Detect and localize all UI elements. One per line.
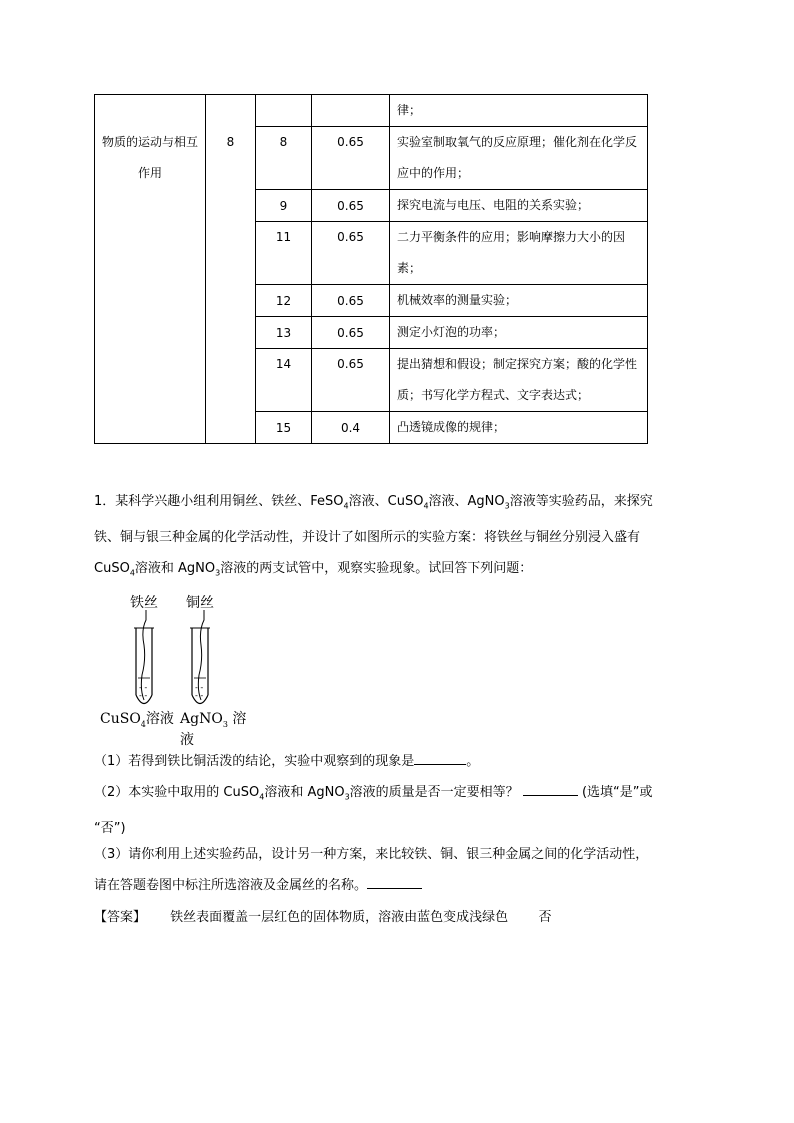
answer-blank[interactable]: [367, 874, 422, 889]
svg-text:- -: - -: [195, 691, 204, 700]
subscript: 4: [129, 568, 135, 578]
score-cell: 0.65: [312, 222, 390, 285]
question-line1: [94, 486, 694, 522]
test-tube-figure: [100, 590, 260, 748]
question-text: 溶液等实验药品，来探究: [509, 494, 653, 509]
subscript: 3: [504, 501, 510, 511]
desc-cell: [390, 317, 648, 349]
num-cell: 13: [256, 317, 312, 349]
subscript: 3: [344, 792, 350, 802]
desc-text: 提出猜想和假设；制定探究方案；酸的化学性: [397, 357, 638, 371]
subquestion-text: 溶液和 AgNO: [264, 785, 345, 800]
num-cell: 8: [256, 127, 312, 190]
answer-blank[interactable]: [523, 781, 578, 796]
desc-text: 测定小灯泡的功率；: [397, 325, 506, 339]
desc-text: 凸透镜成像的规律；: [397, 420, 506, 434]
num-cell: 11: [256, 222, 312, 285]
score-cell: 0.65: [312, 127, 390, 190]
subquestion-1: [94, 746, 694, 777]
cuso4-label: CuSO$_4$溶液: [100, 711, 174, 729]
subquestion-text: 溶液的质量是否一定要相等？: [349, 785, 519, 800]
svg-text:- -: - -: [195, 683, 204, 692]
answer-blank[interactable]: [414, 750, 466, 765]
topic-cell: [95, 95, 206, 444]
score-cell: [312, 95, 390, 127]
desc-text: 质；书写化学方程式、文字表达式；: [397, 388, 590, 402]
num-cell: 14: [256, 349, 312, 412]
subquestion-text: （1）若得到铁比铜活泼的结论，实验中观察到的现象是: [94, 754, 415, 769]
score-cell: 0.65: [312, 349, 390, 412]
subquestion-text: 。: [466, 754, 480, 769]
count-cell: [206, 95, 256, 444]
desc-cell: [390, 127, 648, 190]
score-cell: 0.65: [312, 190, 390, 222]
desc-cell: [390, 222, 648, 285]
question-text: 溶液的两支试管中，观察实验现象。试回答下列问题：: [220, 560, 533, 576]
subquestion-text: (选填“是”或: [581, 785, 653, 800]
question-text: 溶液、AgNO: [428, 494, 505, 509]
subquestion-text: “否”): [94, 820, 126, 836]
subscript: 3: [215, 568, 221, 578]
desc-text: 机械效率的测量实验；: [397, 293, 518, 307]
question-stem: [94, 486, 694, 588]
subquestion-text: （3）请你利用上述实验药品，设计另一种方案，来比较铁、铜、银三种金属之间的化学活动性，: [94, 847, 649, 862]
desc-cell: [390, 412, 648, 444]
left-test-tube: [134, 610, 154, 704]
answer-text-2: 否: [538, 910, 552, 925]
iron-wire-label: 铁丝: [130, 595, 158, 611]
subscript: 4: [259, 792, 265, 802]
score-cell: 0.65: [312, 285, 390, 317]
subscript: 4: [343, 501, 349, 511]
answer-text-1: 铁丝表面覆盖一层红色的固体物质，溶液由蓝色变成浅绿色: [170, 910, 509, 925]
desc-text: 应中的作用；: [397, 166, 470, 180]
subquestion-text: （2）本实验中取用的 CuSO: [94, 785, 260, 800]
question-text: 某科学兴趣小组利用铜丝、铁丝、FeSO: [115, 494, 344, 509]
topic-line1: 物质的运动与相互: [101, 135, 198, 149]
subquestion-3: [94, 839, 694, 901]
subscript: 4: [423, 501, 429, 511]
num-cell: 9: [256, 190, 312, 222]
desc-text: 探究电流与电压、电阻的关系实验；: [397, 198, 590, 212]
subquestion-2: [94, 777, 694, 844]
score-cell: 0.65: [312, 317, 390, 349]
desc-cell: [390, 285, 648, 317]
count-value: 8: [226, 135, 235, 149]
copper-wire-label: 铜丝: [186, 595, 214, 611]
question-line2: 铁、铜与银三种金属的化学活动性，并设计了如图所示的实验方案：将铁丝与铜丝分别浸入盛有: [94, 529, 641, 545]
knowledge-table: [94, 94, 648, 444]
desc-text: 二力平衡条件的应用；影响摩擦力大小的因: [397, 230, 626, 244]
num-cell: 15: [256, 412, 312, 444]
desc-text: 实验室制取氧气的反应原理；催化剂在化学反: [397, 135, 638, 149]
desc-text: 素；: [397, 261, 422, 275]
desc-cell: [390, 95, 648, 127]
desc-text: 律；: [397, 103, 422, 117]
num-cell: 12: [256, 285, 312, 317]
subquestion-text: 请在答题卷图中标注所选溶液及金属丝的名称。: [94, 878, 368, 893]
svg-text:- -: - -: [139, 683, 148, 692]
num-cell: [256, 95, 312, 127]
question-text: CuSO: [94, 560, 130, 576]
answer-label: 【答案】: [94, 910, 147, 925]
question-text: 溶液和 AgNO: [134, 560, 216, 576]
question-line3: [94, 553, 694, 589]
desc-cell: [390, 349, 648, 412]
topic-line2: 作用: [137, 166, 162, 180]
agno3-label: AgNO$_3$ 溶液: [180, 711, 247, 748]
question-number: 1．: [94, 494, 116, 509]
desc-cell: [390, 190, 648, 222]
score-cell: 0.4: [312, 412, 390, 444]
right-test-tube: [190, 610, 210, 704]
answer-section: [94, 902, 551, 933]
svg-text:- -: - -: [139, 691, 148, 700]
question-text: 溶液、CuSO: [348, 494, 424, 509]
